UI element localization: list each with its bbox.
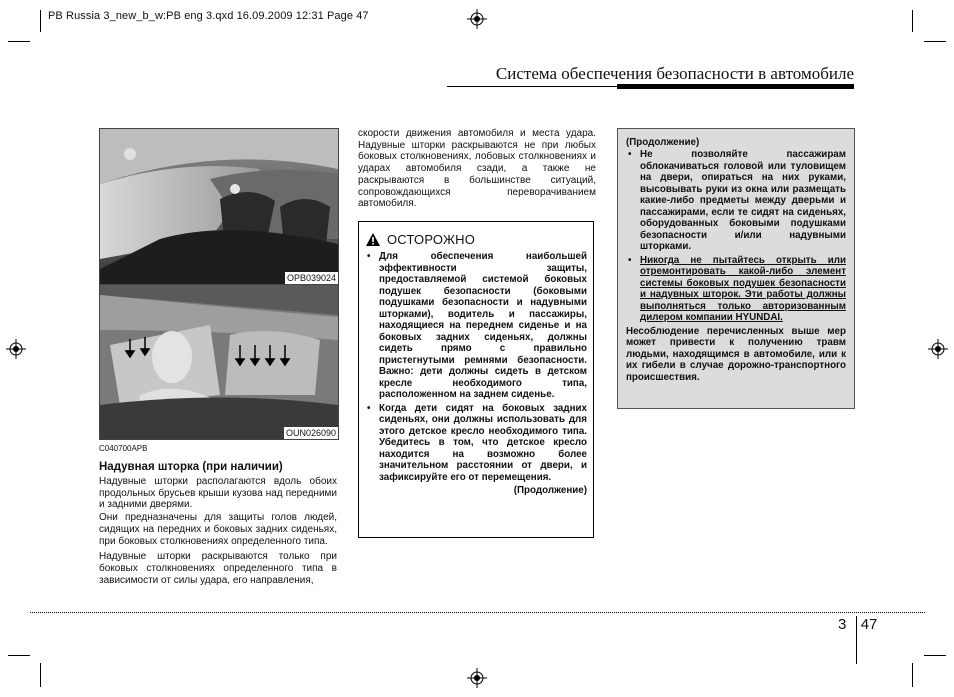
title-bar	[617, 84, 854, 89]
page-number-value: 47	[860, 616, 878, 633]
crop-mark	[40, 10, 41, 32]
crop-mark	[8, 41, 30, 42]
car-interior-illustration	[100, 129, 338, 284]
list-item	[626, 255, 846, 324]
registration-mark-icon	[928, 339, 948, 359]
warning-list	[365, 251, 587, 483]
crop-mark	[924, 655, 946, 656]
list-item-text: Для обеспечения наибольшей эффективности защиты, предоставляемой системой боковых подушек безопасности (боковыми подушками безопасности и надувными шторками), водитель и пассажиры, находящиеся на переднем сиденье и на боковых задних сиденьях, должны сидеть прямо с правильно пристегнутыми ремнями безопасности. Важно: дети должны сидеть в детском кресле необходимого типа, расположенном на заднем сиденье.	[379, 251, 587, 400]
middle-column	[358, 128, 596, 210]
paragraph: скорости движения автомобиля и места удара. Надувные шторки раскрываются не при любых боковых столкновениях, лобовых столкновениях и ударах автомобиля сзади, а также не раскрываются в большинстве ситуаций, сопровождающихся переворачиванием автомобиля.	[358, 128, 596, 210]
note-paragraph: Несоблюдение перечисленных выше мер может привести к получению травм людьми, находящимся в автомобиле, или к их гибели в случае дорожно-транспортного происшествия.	[626, 325, 846, 383]
paragraph: Они предназначены для защиты голов людей, сидящих на передних и боковых задних сиденьях, при боковых столкновениях определенного типа.	[99, 512, 337, 547]
photo-curtain-airbag	[99, 284, 339, 440]
subheading: Надувная шторка (при наличии)	[99, 461, 283, 473]
page-number-separator	[856, 616, 857, 664]
paragraph: Надувные шторки раскрываются только при боковых столкновениях определенного типа в зависимости от силы удара, его направления,	[99, 551, 337, 586]
crop-mark	[40, 663, 41, 687]
crop-mark	[8, 655, 30, 656]
slug-line: PB Russia 3_new_b_w:PB eng 3.qxd 16.09.2009 12:31 Page 47	[48, 10, 369, 22]
continued-label: (Продолжение)	[626, 137, 700, 148]
continued-label: (Продолжение)	[513, 485, 587, 496]
footer-rule	[30, 612, 925, 613]
title-rule	[447, 86, 617, 87]
bullet-icon: •	[628, 254, 632, 266]
caption-code: C040700APB	[99, 444, 148, 453]
registration-mark-icon	[467, 668, 487, 688]
bullet-icon: •	[367, 402, 371, 414]
left-column	[99, 128, 337, 586]
photo-car-interior-front	[99, 128, 339, 285]
chapter-number: 3	[838, 616, 847, 633]
photo-code-label: OPB039024	[286, 273, 336, 283]
list-item-text: Когда дети сидят на боковых задних сиденьях, они должны использовать для этого детское кресло необходимого типа. Убедитесь в том, что детское кресло находится на возможно более значительном расстоянии от двери, и зафиксируйте его от перемещения.	[379, 402, 587, 483]
list-item-text: Не позволяйте пассажирам облокачиваться головой или туловищем на двери, опираться на них руками, высовывать руки из окна или размещать какие-либо предметы между дверьми и пассажирами, если те сидят на сиденьях, оборудованных боковыми подушками безопасности и/или надувными шторками.	[640, 149, 846, 252]
registration-mark-icon	[467, 9, 487, 29]
section-title: Система обеспечения безопасности в автомобиле	[495, 64, 854, 83]
page-number	[838, 616, 877, 633]
registration-mark-icon	[6, 339, 26, 359]
list-item	[365, 403, 587, 484]
paragraph: Надувные шторки располагаются вдоль обоих продольных брусьев крыши кузова над передними и задними дверями.	[99, 476, 337, 511]
continuation-note-box	[617, 128, 855, 409]
list-item	[365, 251, 587, 401]
warning-header	[365, 232, 587, 247]
list-item-text: Никогда не пытайтесь открыть или отремонтировать какой-либо элемент системы боковых подушек безопасности и надувных шторок. Эти работы должны выполняться только авторизованным дилером компании HYUNDAI.	[640, 254, 846, 323]
photo-code-label: OUN026090	[285, 428, 336, 438]
bullet-icon: •	[628, 149, 632, 160]
crop-mark	[924, 41, 946, 42]
curtain-airbag-illustration	[100, 285, 338, 439]
bullet-icon: •	[367, 251, 371, 262]
warning-box	[358, 221, 594, 538]
warning-triangle-icon	[365, 232, 381, 247]
warning-list	[626, 149, 846, 324]
warning-title: ОСТОРОЖНО	[387, 232, 476, 247]
crop-mark	[912, 10, 913, 32]
crop-mark	[912, 663, 913, 687]
list-item	[626, 149, 846, 253]
